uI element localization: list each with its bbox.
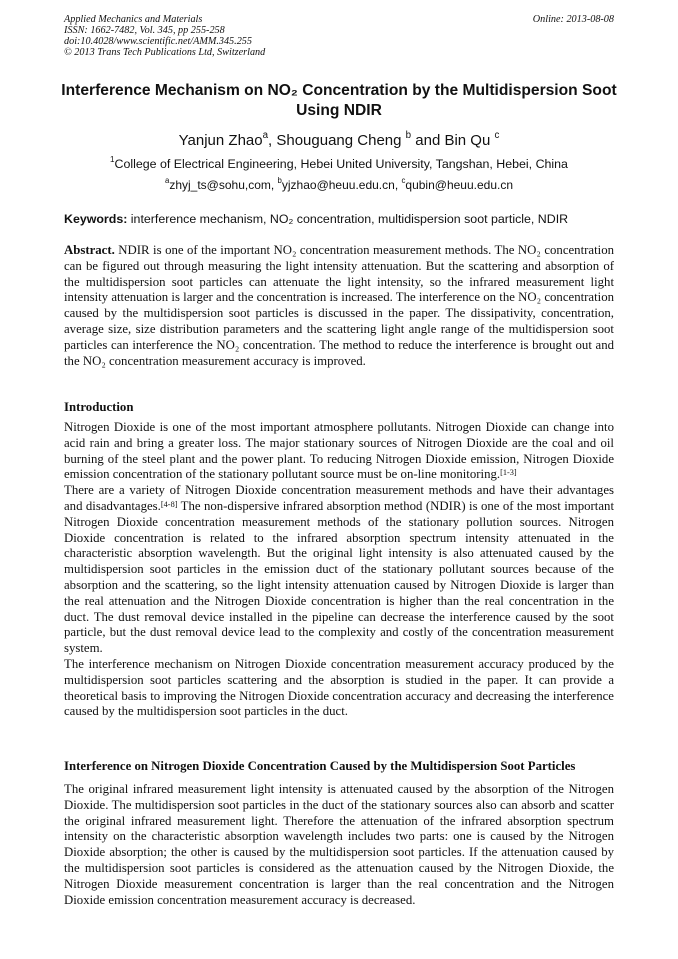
section2-body [64,782,614,908]
citation: [4-8] [160,499,178,509]
section-heading-interference: Interference on Nitrogen Dioxide Concentration Caused by the Multidispersion Soot Particles [64,759,576,773]
paper-title: Interference Mechanism on NO₂ Concentration by the Multidispersion Soot Using NDIR [61,82,617,119]
paragraph [64,483,614,657]
paragraph-text: There are a variety of Nitrogen Dioxide concentration measurement methods and have their advantages and disadvantages. [64,483,614,513]
paragraph: The interference mechanism on Nitrogen Dioxide concentration measurement accuracy produced by the multidispersion soot particles scattering and the absorption is studied in the paper. It can provide a theoretical basis to improving the Nitrogen Dioxide concentration accuracy and decreasing the interference caused by the multidispersion soot particles in the duct. [64,656,614,719]
author: Yanjun Zhao [178,132,263,149]
keywords-label: Keywords: [64,212,128,226]
affiliation-text: College of Electrical Engineering, Hebei United University, Tangshan, Hebei, China [114,157,568,171]
email: yjzhao@heuu.edu.cn, [281,178,402,192]
author-sup: b [405,130,412,141]
doi: doi:10.4028/www.scientific.net/AMM.345.255 [64,36,252,47]
abstract [64,243,614,369]
section-heading-introduction: Introduction [64,400,134,414]
journal-info [64,14,265,58]
citation: [1-3] [500,468,517,478]
authors [0,132,678,149]
email-sup: b [277,176,282,185]
affiliation-sup: 1 [110,155,115,164]
email-sup: c [401,176,406,185]
issn: ISSN: 1662-7482, Vol. 345, pp 255-258 [64,25,225,36]
email-sup: a [164,176,170,185]
email: qubin@heuu.edu.cn [405,178,514,192]
paragraph [64,420,614,483]
introduction-body [64,420,614,720]
email: zhyj_ts@sohu,com, [169,178,278,192]
author: and Bin Qu [411,132,495,149]
author-sup: a [262,130,269,141]
copyright: © 2013 Trans Tech Publications Ltd, Switzerland [64,47,266,58]
emails [0,178,678,192]
abstract-text: NDIR is one of the important NO₂ concentration measurement methods. The NO₂ concentration can be figured out through measuring the light intensity attenuation. But the scattering and absorption of the multidispersion soot particles can attenuate the light intensity, so the infrared measurement light intensity attenuation is larger and the concentration is increased. The interference on the NO₂ concentration caused by the multidispersion soot particles is discussed in the paper. The dissipativity, concentration, average size, size distribution parameters and the scattering light angle range of the multidispersion soot particles can interference the NO₂ concentration. The method to reduce the interference is brought out and the NO₂ concentration measurement accuracy is improved. [64,243,614,368]
paragraph-text: Nitrogen Dioxide is one of the most important atmosphere pollutants. Nitrogen Dioxide can change into acid rain and bring a greater loss. The major stationary sources of Nitrogen Dioxide are the coal and oil burning of the steel plant and the power plant. To reducing Nitrogen Dioxide emission, Nitrogen Dioxide emission concentration of the stationary pollutant source must be on-line monitoring. [64,420,614,482]
paragraph: The original infrared measurement light intensity is attenuated caused by the absorption of the Nitrogen Dioxide. The multidispersion soot particles in the duct of the stationary sources also can absorb and scatter the original infrared measurement light. Therefore the attenuation of the infrared absorption spectrum intensity on the characteristic absorption wavelength includes two parts: one is caused by the Nitrogen Dioxide absorption; the other is caused by the multidispersion soot particles. If the attenuation caused by the multidispersion soot particles is considered as the attenuation caused by the Nitrogen Dioxide, the Nitrogen Dioxide measurement concentration is larger than the real concentration and the Nitrogen Dioxide emission concentration measurement accuracy is decreased. [64,782,614,907]
paragraph-text: The non-dispersive infrared absorption method (NDIR) is one of the most important Nitrogen Dioxide concentration measurement methods of the stationary pollution sources. Nitrogen Dioxide concentration is related to the infrared absorption spectrum intensity attenuated in the characteristic absorption wavelength. But the original light intensity is also attenuated caused by the multidispersion soot particles in the emission duct of the stationary pollutant sources because of the absorption and the scattering, so the light intensity attenuation caused by Nitrogen Dioxide is larger than the real attenuation and the Nitrogen Dioxide concentration is higher than the real concentration in the duct. The dust removal device installed in the pipeline can decrease the interference caused by the soot particle, but the dust removal device lead to the complexity and costly of the concentration measurement system. [64,498,614,656]
keywords-text: interference mechanism, NO₂ concentration, multidispersion soot particle, NDIR [127,212,569,226]
online-date: Online: 2013-08-08 [532,14,614,25]
author: , Shouguang Cheng [268,132,406,149]
affiliation [0,157,678,171]
keywords [64,212,624,226]
author-sup: c [494,130,500,141]
abstract-label: Abstract. [64,243,115,257]
journal-name: Applied Mechanics and Materials [64,14,203,25]
